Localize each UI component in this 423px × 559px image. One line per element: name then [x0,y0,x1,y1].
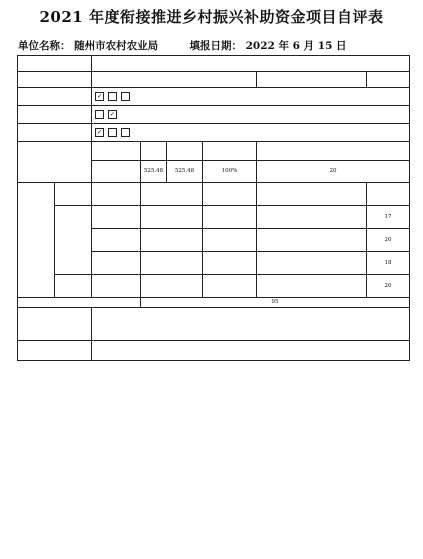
department-label [18,72,92,88]
table-row [18,72,410,88]
budget-row-label [92,161,141,183]
project-category-options [92,124,410,142]
checkbox-icon [95,110,104,119]
department-value [92,72,257,88]
table-row [18,308,410,341]
indicator-name [141,252,203,275]
total-score-label [18,298,141,308]
table-row [18,183,410,206]
table-row [18,106,410,124]
checkbox-checked-icon [108,110,117,119]
checkbox-icon [121,128,130,137]
checkbox-icon [121,92,130,101]
output-indicator-label [55,206,92,275]
checkbox-checked-icon [95,92,104,101]
indicator-target [203,275,257,298]
budget-header-score [257,142,410,161]
project-attribute-options [92,106,410,124]
project-attribute-label [18,106,92,124]
indicator-level2 [92,275,141,298]
implementing-unit-value [367,72,410,88]
indicator-target [203,206,257,229]
budget-header-a [141,142,167,161]
performance-indicator-label [18,183,55,298]
table-row [18,124,410,142]
unit-value: 随州市农村农业局 [74,40,159,52]
improvement-value [92,341,410,361]
date-label: 填报日期： [189,40,242,52]
indicator-score: 20 [367,229,410,252]
benefit-indicator-label [55,275,92,298]
indicator-name [141,229,203,252]
implementing-unit-label [257,72,367,88]
indicator-target [203,252,257,275]
budget-execution-label [18,142,92,183]
empty-cell [92,142,141,161]
indicator-name [141,275,203,298]
unit-and-date-line [18,38,347,53]
indicator-name [141,206,203,229]
checkbox-icon [108,128,117,137]
issues-value [92,308,410,341]
total-score-value: 95 [141,298,410,308]
header-level2 [92,183,141,206]
budget-header-b [167,142,203,161]
indicator-target [203,229,257,252]
budget-ratio: 100% [203,161,257,183]
quantity-indicator [92,206,141,229]
indicator-actual [257,252,367,275]
item-name-value [92,56,410,72]
header-actual [257,183,367,206]
indicator-actual [257,275,367,298]
indicator-actual [257,229,367,252]
table-row [18,206,410,229]
table-row [18,298,410,308]
header-level3 [141,183,203,206]
table-row [18,88,410,106]
evaluation-table [17,55,410,361]
page-title: 2021 年度衔接推进乡村振兴补助资金项目自评表 [39,8,384,26]
date-value: 2022 年 6 月 15 日 [245,40,347,52]
budget-score: 20 [257,161,410,183]
indicator-level2 [92,229,141,252]
table-row [18,341,410,361]
header-target [203,183,257,206]
budget-header-ratio [203,142,257,161]
checkbox-checked-icon [95,128,104,137]
item-name-label [18,56,92,72]
issues-label [18,308,92,341]
checkbox-icon [108,92,117,101]
indicator-score: 18 [367,252,410,275]
budget-amount-b: 525.48 [167,161,203,183]
table-row [18,56,410,72]
table-row [18,275,410,298]
project-category-label [18,124,92,142]
indicator-level2 [92,252,141,275]
indicator-score: 17 [367,206,410,229]
project-type-options [92,88,410,106]
header-score [367,183,410,206]
project-type-label [18,88,92,106]
unit-label: 单位名称： [18,40,71,52]
indicator-score: 20 [367,275,410,298]
table-row [18,142,410,161]
improvement-label [18,341,92,361]
budget-amount-a: 525.48 [141,161,167,183]
header-level1 [55,183,92,206]
indicator-actual [257,206,367,229]
